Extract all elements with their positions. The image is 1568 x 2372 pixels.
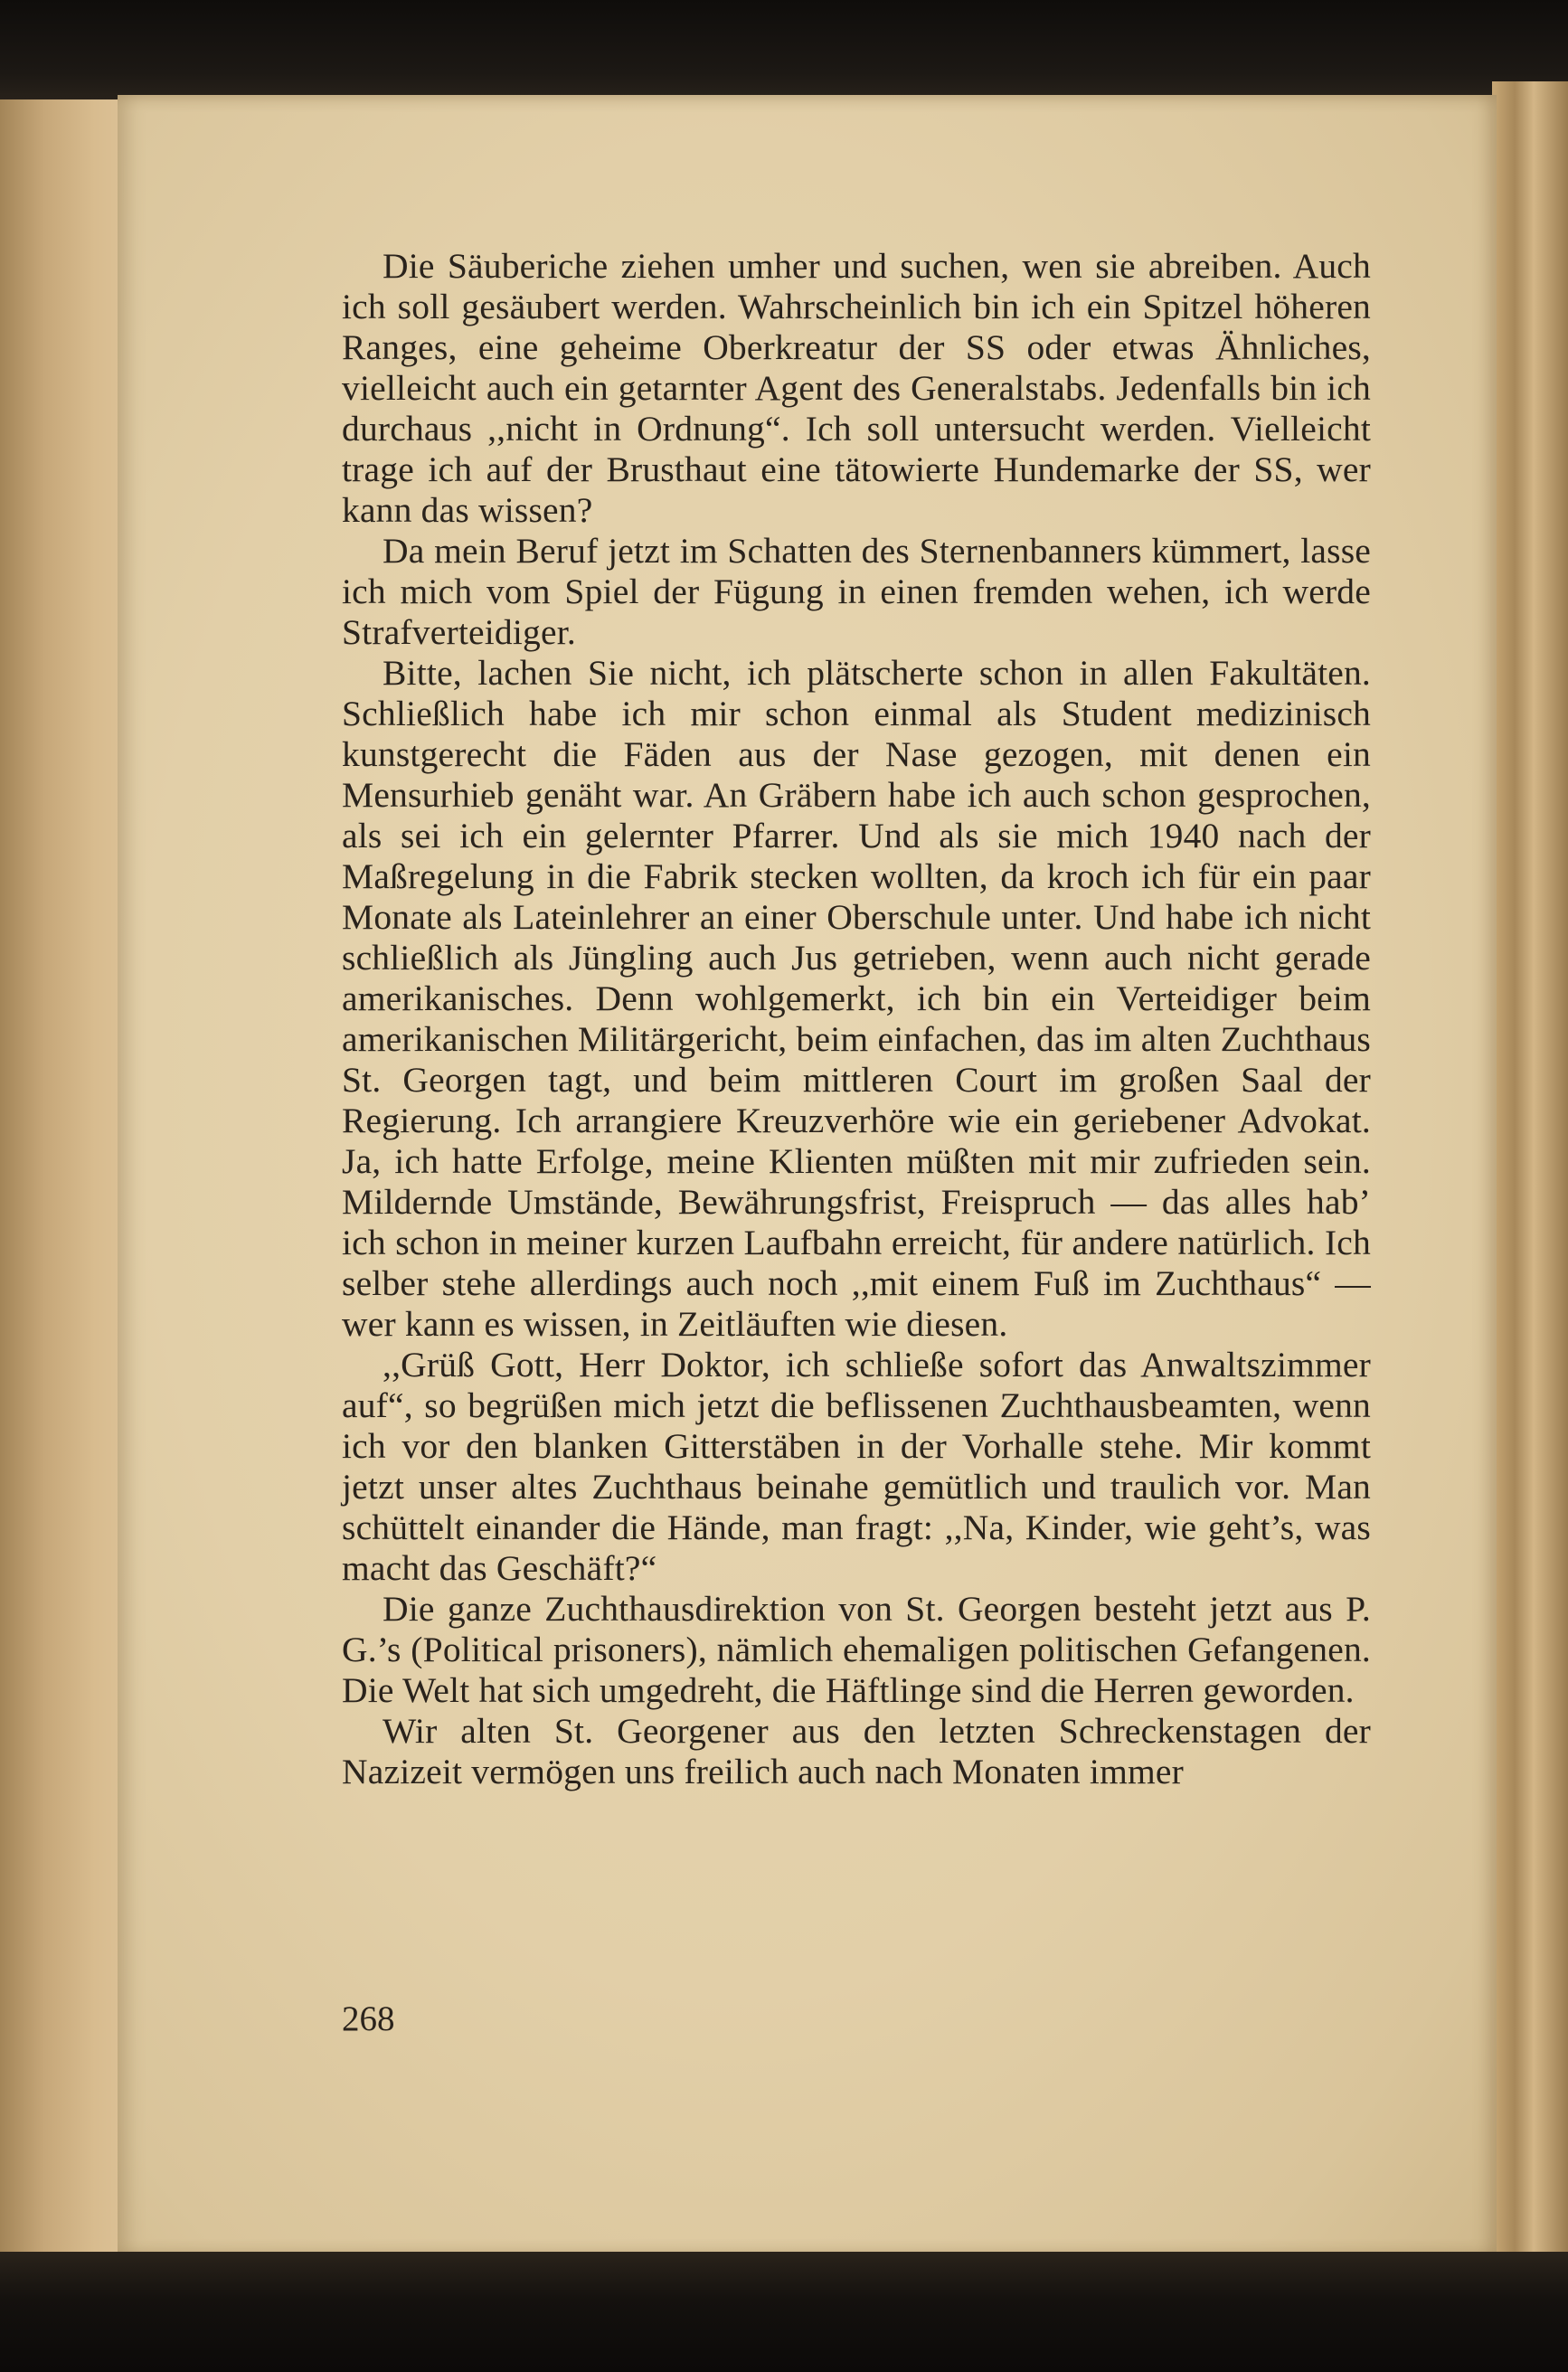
paragraph: Die ganze Zuchthausdirektion von St. Georgen besteht jetzt aus P. G.’s (Political prisoners), nämlich ehemaligen politischen Gefangenen. Die Welt hat sich umgedreht, die Häftlinge sind die Herren geworden.	[342, 1589, 1371, 1710]
paragraph: Wir alten St. Georgener aus den letzten Schreckenstagen der Nazizeit vermögen uns freilich auch nach Monaten immer	[342, 1711, 1371, 1791]
scan-background-bottom	[0, 2252, 1568, 2372]
page-number: 268	[342, 1999, 395, 2038]
paragraph: Da mein Beruf jetzt im Schatten des Sternenbanners kümmert, lasse ich mich vom Spiel der Fügung in einen fremden wehen, ich werde Strafverteidiger.	[342, 531, 1371, 652]
paragraph: Bitte, lachen Sie nicht, ich plätscherte schon in allen Fakultäten. Schließlich habe ich mir schon einmal als Student medizinisch kunstgerecht die Fäden aus der Nase gezogen, mit denen ein Mensurhieb genäht war. An Gräbern habe ich auch schon gesprochen, als sei ich ein gelernter Pfarrer. Und als sie mich 1940 nach der Maßregelung in die Fabrik stecken wollten, da kroch ich für ein paar Monate als Lateinlehrer an einer Oberschule unter. Und habe ich nicht schließlich als Jüngling auch Jus getrieben, wenn auch nicht gerade amerikanisches. Denn wohlgemerkt, ich bin ein Verteidiger beim amerikanischen Militärgericht, beim einfachen, das im alten Zuchthaus St. Georgen tagt, und beim mittleren Court im großen Saal der Regierung. Ich arrangiere Kreuzverhöre wie ein geriebener Advokat. Ja, ich hatte Erfolge, meine Klienten müßten mit mir zufrieden sein. Mildernde Umstände, Bewährungsfrist, Freispruch — das alles hab’ ich schon in meiner kurzen Laufbahn erreicht, für andere natürlich. Ich selber stehe allerdings auch noch ,,mit einem Fuß im Zuchthaus“ — wer kann es wissen, in Zeitläuften wie diesen.	[342, 653, 1371, 1344]
paragraph: Die Säuberiche ziehen umher und suchen, wen sie abreiben. Auch ich soll gesäubert werden. Wahrscheinlich bin ich ein Spitzel höheren Ranges, eine geheime Oberkreatur der SS oder etwas Ähnliches, vielleicht auch ein getarnter Agent des Generalstabs. Jedenfalls bin ich durchaus ,,nicht in Ordnung“. Ich soll untersucht werden. Vielleicht trage ich auf der Brusthaut eine tätowierte Hundemarke der SS, wer kann das wissen?	[342, 246, 1371, 530]
body-text	[342, 246, 1371, 1792]
page-edge-right	[1492, 81, 1568, 2261]
page-edge-left	[0, 99, 127, 2252]
paragraph: ,,Grüß Gott, Herr Doktor, ich schließe sofort das Anwaltszimmer auf“, so begrüßen mich jetzt die beflissenen Zuchthausbeamten, wenn ich vor den blanken Gitterstäben in der Vorhalle stehe. Mir kommt jetzt unser altes Zuchthaus beinahe gemütlich und traulich vor. Man schüttelt einander die Hände, man fragt: ,,Na, Kinder, wie geht’s, was macht das Geschäft?“	[342, 1345, 1371, 1588]
scan-background-top	[0, 0, 1568, 104]
